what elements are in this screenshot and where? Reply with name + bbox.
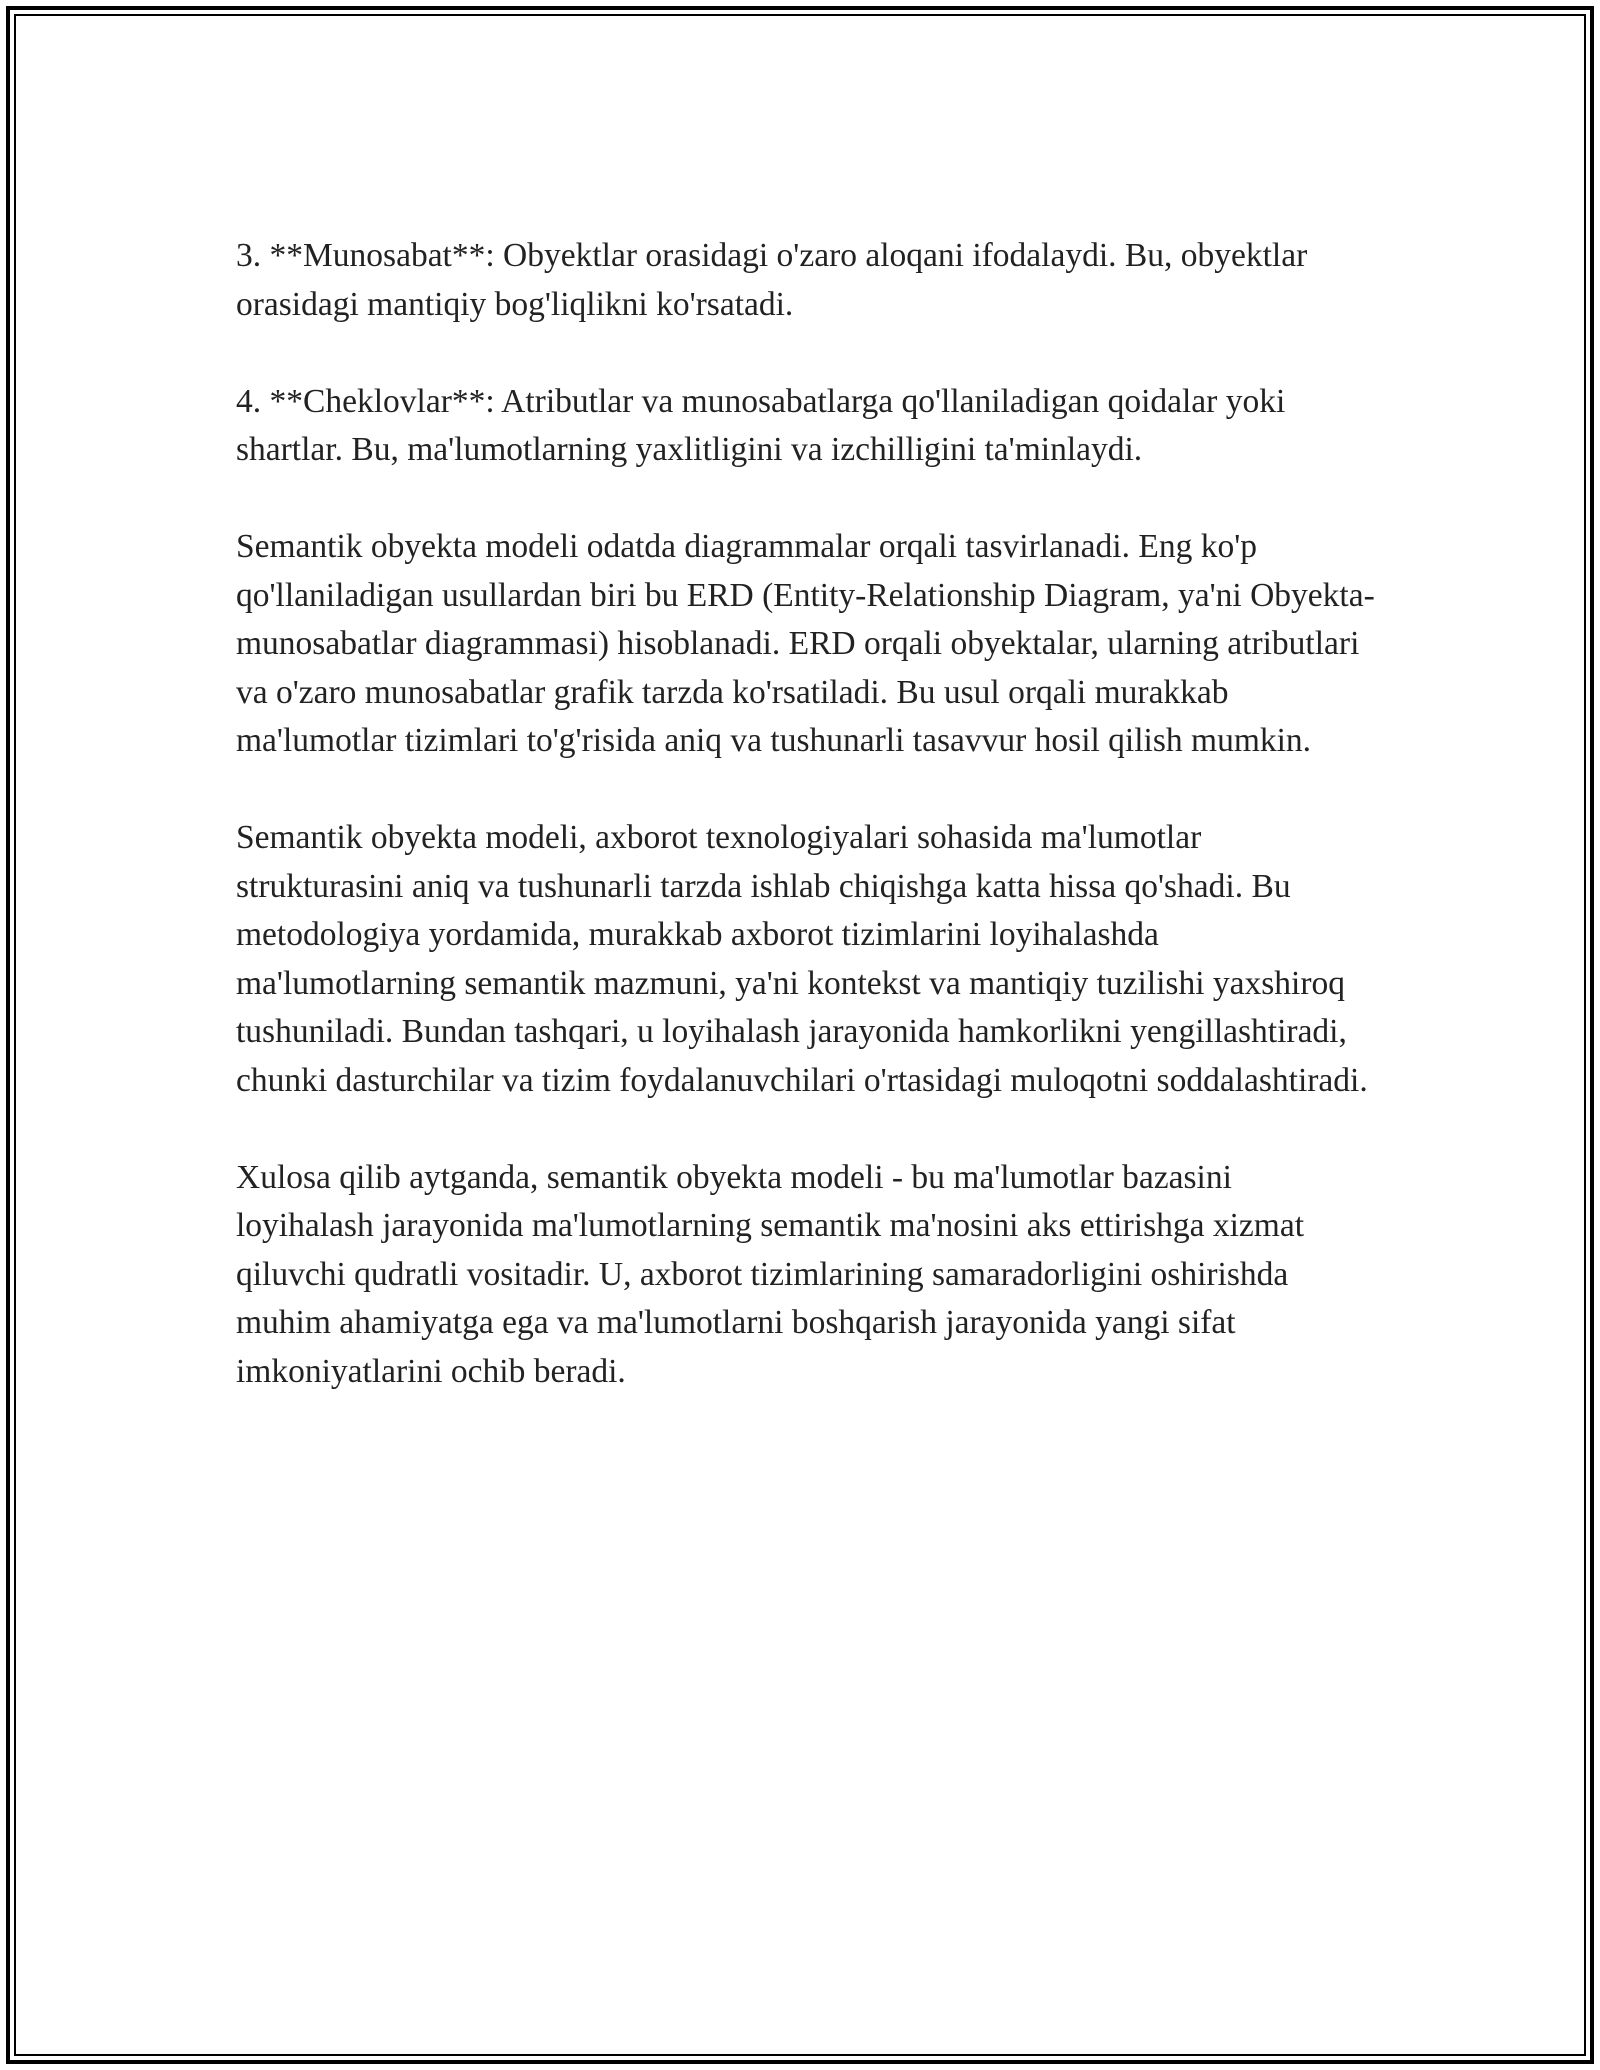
paragraph-munosabat: 3. **Munosabat**: Obyektlar orasidagi o'zaro aloqani ifodalaydi. Bu, obyektlar orasidagi mantiqiy bog'liqlikni ko'rsatadi. <box>236 237 1308 323</box>
paragraph-conclusion: Xulosa qilib aytganda, semantik obyekta modeli - bu ma'lumotlar bazasini loyihalash jarayonida ma'lumotlarning semantik ma'nosini aks ettirishga xizmat qiluvchi qudratli vositadir. U, axborot tizimlarining samaradorligini oshirishda muhim ahamiyatga ega va ma'lumotlarni boshqarish jarayonida yangi sifat imkoniyatlarini ochib beradi. <box>236 1158 1305 1390</box>
paragraph-cheklovlar: 4. **Cheklovlar**: Atributlar va munosabatlarga qo'llaniladigan qoidalar yoki shartlar. Bu, ma'lumotlarning yaxlitligini va izchilligini ta'minlaydi. <box>236 382 1286 468</box>
paragraph-methodology: Semantik obyekta modeli, axborot texnologiyalari sohasida ma'lumotlar strukturasini aniq va tushunarli tarzda ishlab chiqishga katta hissa qo'shadi. Bu metodologiya yordamida, murakkab axborot tizimlarini loyihalashda ma'lumotlarning semantik mazmuni, ya'ni kontekst va mantiqiy tuzilishi yaxshiroq tushuniladi. Bundan tashqari, u loyihalash jarayonida hamkorlikni yengillashtiradi, chunki dasturchilar va tizim foydalanuvchilari o'rtasidagi muloqotni soddalashtiradi. <box>236 819 1368 1099</box>
document-body <box>236 232 1376 1445</box>
paragraph-erd-diagram: Semantik obyekta modeli odatda diagrammalar orqali tasvirlanadi. Eng ko'p qo'llaniladigan usullardan biri bu ERD (Entity-Relationship Diagram, ya'ni Obyekta-munosabatlar diagrammasi) hisoblanadi. ERD orqali obyektalar, ularning atributlari va o'zaro munosabatlar grafik tarzda ko'rsatiladi. Bu usul orqali murakkab ma'lumotlar tizimlari to'g'risida aniq va tushunarli tasavvur hosil qilish mumkin. <box>236 528 1375 759</box>
